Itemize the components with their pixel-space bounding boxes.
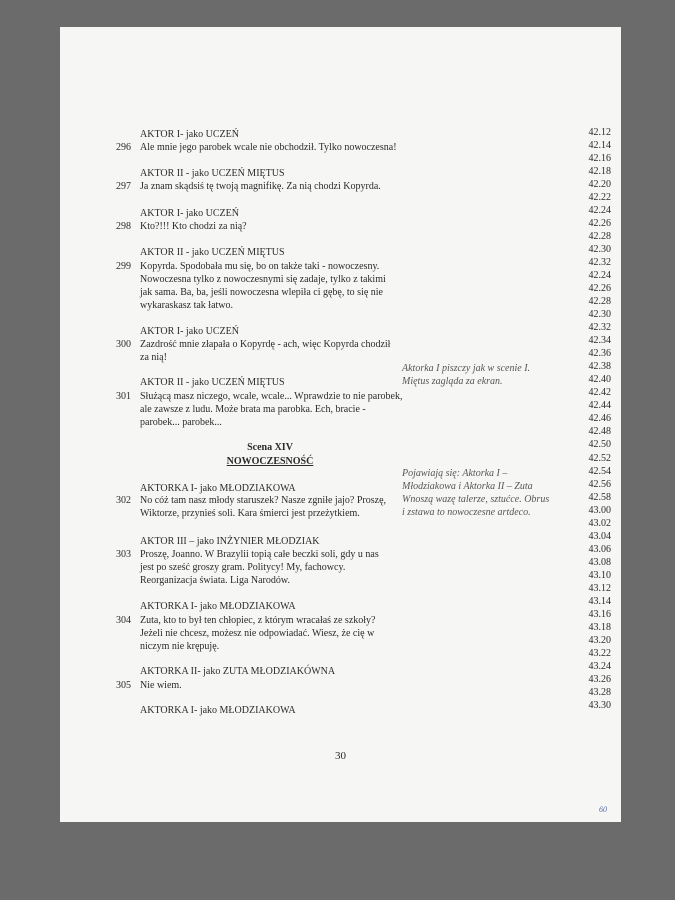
timecode: 42.46 xyxy=(588,413,611,425)
speaker-line: AKTOR I- jako UCZEŃ xyxy=(140,129,239,140)
line-number: 303 xyxy=(116,549,131,560)
dialogue-line: Służącą masz niczego, wcale, wcale... Wprawdzie to nie parobek, xyxy=(140,391,403,402)
line-number: 302 xyxy=(116,495,131,506)
dialogue-line: niczym nie krępuję. xyxy=(140,641,220,652)
line-number: 297 xyxy=(116,181,131,192)
timecode: 42.22 xyxy=(588,192,611,204)
timecode: 43.06 xyxy=(588,543,611,555)
timecode: 42.34 xyxy=(588,335,611,347)
timecode: 42.28 xyxy=(588,296,611,308)
dialogue-line: Nie wiem. xyxy=(140,680,182,691)
line-number: 301 xyxy=(116,391,131,402)
script-page xyxy=(60,27,621,822)
dialogue-line: No cóż tam nasz młody staruszek? Nasze zgniłe jajo? Proszę, xyxy=(140,495,387,506)
timecode: 43.30 xyxy=(588,699,611,711)
stage-direction: Miętus zagląda za ekran. xyxy=(402,376,503,387)
timecode: 42.26 xyxy=(588,218,611,230)
dialogue-line: Proszę, Joanno. W Brazylii topią całe beczki soli, gdy u nas xyxy=(140,549,379,560)
dialogue-line: Nowoczesna tylko z nowoczesnymi się zadaje, tylko z takimi xyxy=(140,274,386,285)
timecode: 43.12 xyxy=(588,582,611,594)
timecode: 43.14 xyxy=(588,595,611,607)
dialogue-line: za nią! xyxy=(140,352,167,363)
timecode: 42.48 xyxy=(588,426,611,438)
line-number: 298 xyxy=(116,221,131,232)
timecode: 42.44 xyxy=(588,400,611,412)
timecode: 43.20 xyxy=(588,634,611,646)
timecode: 43.26 xyxy=(588,673,611,685)
timecode: 43.24 xyxy=(588,660,611,672)
timecode: 42.36 xyxy=(588,348,611,360)
speaker-line: AKTORKA II- jako ZUTA MŁODZIAKÓWNA xyxy=(140,666,336,677)
dialogue-line: Jeżeli nie chcesz, możesz nie odpowiadać. Wiesz, że cię w xyxy=(140,628,375,639)
timecode: 43.22 xyxy=(588,647,611,659)
timecode: 42.40 xyxy=(588,374,611,386)
dialogue-line: wykaraskasz tak łatwo. xyxy=(140,300,234,311)
scene-subtitle: NOWOCZESNOŚĆ xyxy=(226,456,314,467)
timecode: 42.38 xyxy=(588,361,611,373)
speaker-line: AKTORKA I- jako MŁODZIAKOWA xyxy=(140,601,296,612)
timecode: 43.04 xyxy=(588,530,611,542)
stage-direction: Wnoszą wazę talerze, sztućce. Obrus xyxy=(402,494,550,505)
timecode: 43.28 xyxy=(588,686,611,698)
timecode: 42.26 xyxy=(588,283,611,295)
dialogue-line: Zazdrość mnie złapała o Kopyrdę - ach, więc Kopyrda chodził xyxy=(140,339,391,350)
stage-direction: Pojawiają się: Aktorka I – xyxy=(402,468,508,479)
speaker-line: AKTOR I- jako UCZEŃ xyxy=(140,326,239,337)
timecode: 43.00 xyxy=(588,504,611,516)
dialogue-line: jak sama. Ba, ba, jeśli nowoczesna wlepiła ci gębę, to się nie xyxy=(140,287,383,298)
timecode: 42.16 xyxy=(588,153,611,165)
line-number: 296 xyxy=(116,142,131,153)
line-number: 305 xyxy=(116,680,131,691)
dialogue-line: Kto?!!! Kto chodzi za nią? xyxy=(140,221,247,232)
timecode: 43.10 xyxy=(588,569,611,581)
timecode: 42.28 xyxy=(588,231,611,243)
timecode: 42.52 xyxy=(588,452,611,464)
timecode: 42.18 xyxy=(588,166,611,178)
timecode: 42.58 xyxy=(588,491,611,503)
timecode: 42.32 xyxy=(588,257,611,269)
dialogue-line: Reorganizacja świata. Liga Narodów. xyxy=(140,575,290,586)
timecode: 42.56 xyxy=(588,478,611,490)
dialogue-line: parobek... parobek... xyxy=(140,417,222,428)
stage-direction: Aktorka I piszczy jak w scenie I. xyxy=(402,363,531,374)
dialogue-line: Kopyrda. Spodobała mu się, bo on także taki - nowoczesny. xyxy=(140,261,380,272)
dialogue-line: Ja znam skądsiś tę twoją magnifikę. Za nią chodzi Kopyrda. xyxy=(140,181,381,192)
line-number: 299 xyxy=(116,261,131,272)
timecode: 42.50 xyxy=(588,439,611,451)
speaker-line: AKTORKA I- jako MŁODZIAKOWA xyxy=(140,705,296,716)
timecode: 42.14 xyxy=(588,140,611,152)
timecode: 42.30 xyxy=(588,244,611,256)
dialogue-line: Ale mnie jego parobek wcale nie obchodził. Tylko nowoczesna! xyxy=(140,142,397,153)
timecode: 42.30 xyxy=(588,309,611,321)
speaker-line: AKTORKA I- jako MŁODZIAKOWA xyxy=(140,483,296,494)
line-number: 304 xyxy=(116,615,131,626)
speaker-line: AKTOR III – jako INŻYNIER MŁODZIAK xyxy=(140,536,320,547)
dialogue-line: ale zawsze z ludu. Może brata ma parobka. Ech, bracie - xyxy=(140,404,366,415)
timecode: 42.24 xyxy=(588,205,611,217)
timecode: 43.08 xyxy=(588,556,611,568)
page-number: 30 xyxy=(335,750,346,762)
speaker-line: AKTOR II - jako UCZEŃ MIĘTUS xyxy=(140,247,285,258)
timecode: 42.32 xyxy=(588,322,611,334)
timecode: 42.20 xyxy=(588,179,611,191)
timecode: 43.18 xyxy=(588,621,611,633)
stage-direction: Młodziakowa i Aktorka II – Zuta xyxy=(402,481,533,492)
stage-direction: i zstawa to nowoczesne artdeco. xyxy=(402,507,531,518)
timecode: 42.42 xyxy=(588,387,611,399)
timecode: 42.24 xyxy=(588,270,611,282)
corner-mark: 60 xyxy=(599,805,607,814)
speaker-line: AKTOR I- jako UCZEŃ xyxy=(140,208,239,219)
timecode: 43.16 xyxy=(588,608,611,620)
line-number: 300 xyxy=(116,339,131,350)
dialogue-line: Wiktorze, przynieś soli. Kara śmierci jest przeżytkiem. xyxy=(140,508,360,519)
timecode: 42.12 xyxy=(588,127,611,138)
speaker-line: AKTOR II - jako UCZEŃ MIĘTUS xyxy=(140,168,285,179)
dialogue-line: jest po sześć groszy gram. Politycy! My, fachowcy. xyxy=(140,562,346,573)
timecode: 42.54 xyxy=(588,465,611,477)
speaker-line: AKTOR II - jako UCZEŃ MIĘTUS xyxy=(140,377,285,388)
timecode: 43.02 xyxy=(588,517,611,529)
scene-title: Scena XIV xyxy=(247,442,293,453)
dialogue-line: Zuta, kto to był ten chłopiec, z którym wracałaś ze szkoły? xyxy=(140,615,376,626)
